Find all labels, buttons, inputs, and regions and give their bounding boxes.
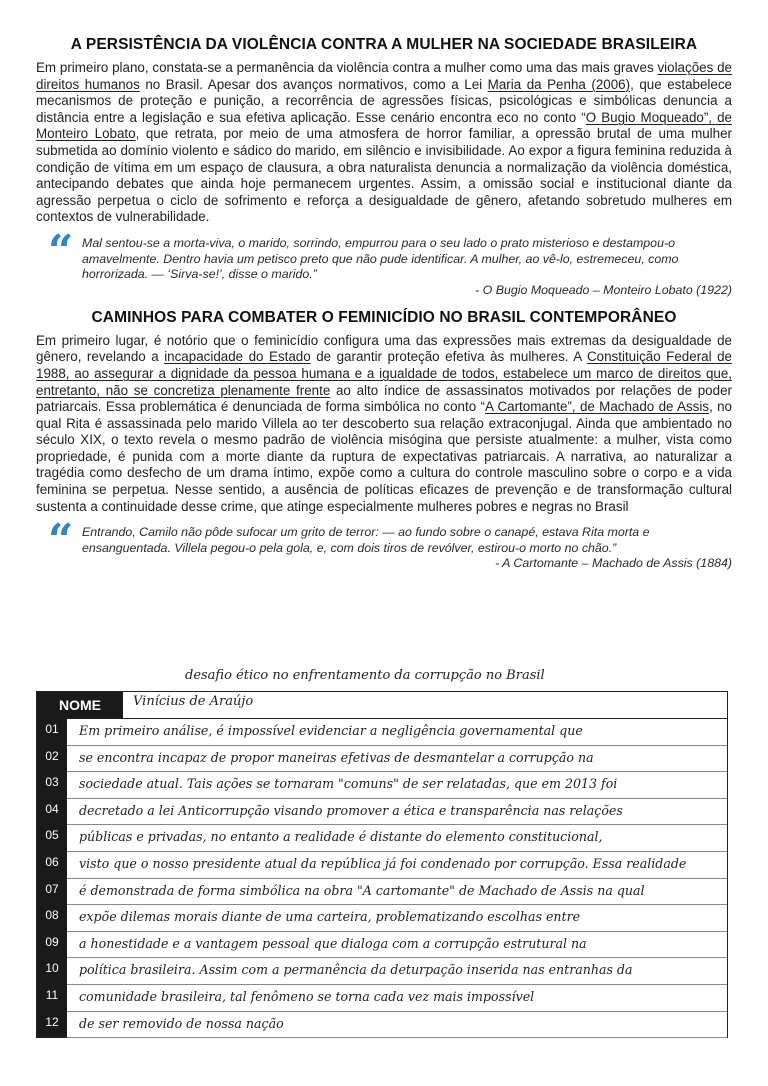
handwritten-line-text: é demonstrada de forma simbólica na obra "A cartomante" de Machado de Assis na qual [79,882,645,898]
section1-paragraph [36,60,732,226]
quote-cartomante [36,515,732,571]
quote-bugio [36,225,732,297]
name-label: NOME [37,692,123,718]
line-number: 08 [45,908,59,923]
quote-mark-icon: “ [48,515,74,567]
worksheet-page [36,36,732,570]
handwritten-essay-title: desafio ético no enfrentamento da corrupção no Brasil [185,668,545,683]
answer-line[interactable] [45,957,727,985]
handwritten-line-text: de ser removido de nossa nação [79,1015,284,1031]
line-number: 01 [45,722,59,736]
handwritten-line-text: política brasileira. Assim com a permanência da deturpação inserida nas entranhas da [79,962,633,978]
section-title-persistencia: A PERSISTÊNCIA DA VIOLÊNCIA CONTRA A MULHER NA SOCIEDADE BRASILEIRA [70,36,698,53]
answer-line[interactable] [45,984,727,1012]
answer-line[interactable] [45,878,727,906]
answer-line[interactable] [45,904,727,932]
text-run: Em primeiro plano, constata-se a permanência da violência contra a mulher como uma das mais graves [36,60,658,75]
line-number: 04 [45,801,59,816]
answer-line[interactable] [45,851,727,879]
quote-text: Entrando, Camilo não pôde sufocar um grito de terror: — ao fundo sobre o canapé, estava Rita morta e ensanguentada. Villela pegou-o pela gola, e, com dois tiros de revólver, estirou-o morto no chão.” [82,525,650,555]
line-number: 02 [45,748,59,763]
line-number: 12 [45,1014,59,1029]
handwritten-line-text: Em primeiro análise, é impossível evidenciar a negligência governamental que [79,723,583,738]
answer-line[interactable] [45,718,727,746]
underlined-phrase: incapacidade do Estado [164,349,311,365]
text-run: , que retrata, por meio de uma atmosfera de horror familiar, a opressão brutal de uma mulher submetida ao domínio violento e sádico do marido, em silêncio e invisibilidade. Ao expor a figura feminina reduzida à condição de vítima em um espaço de clausura, a obra naturalista denuncia a normalização da violência doméstica, antecipando debates que ainda hoje permanecem urgentes. Assim, a omissão social e institucional diante da agressão perpetua o ciclo de sofrimento e reforça a desigualdade de gênero, afetando sobretudo mulheres em contextos de vulnerabilidade. [36,126,732,225]
answer-line[interactable] [45,931,727,959]
quote-text: Mal sentou-se a morta-viva, o marido, sorrindo, empurrou para o seu lado o prato misterioso e destampou-o amavelmente. Dentro havia um petisco preto que não pude identificar. A mulher, ao vê-lo, estremeceu, como horrorizada. — ‘Sirva-se!’, disse o marido.” [82,235,679,282]
handwritten-line-text: a honestidade e a vantagem pessoal que dialoga com a corrupção estrutural na [79,935,587,951]
handwritten-line-text: visto que o nosso presidente atual da república já foi condenado por corrupção. Essa realidade [79,856,687,871]
handwritten-line-text: se encontra incapaz de propor maneiras efetivas de desmantelar a corrupção na [79,749,594,765]
handwritten-line-text: comunidade brasileira, tal fenômeno se torna cada vez mais impossível [79,989,535,1004]
section2-paragraph [36,333,732,516]
answer-line[interactable] [45,771,727,799]
answer-line[interactable] [45,798,727,826]
underlined-phrase: Maria da Penha (2006) [487,76,631,92]
handwritten-line-text: sociedade atual. Tais ações se tornaram "comuns" de ser relatadas, que em 2013 foi [79,776,618,792]
quote-mark-icon: “ [48,225,74,277]
answer-sheet [36,691,728,1038]
text-run: no Brasil. Apesar dos avanços normativos, como a Lei [139,76,488,92]
line-number: 07 [45,881,59,896]
underlined-phrase: A Cartomante”, de Machado de Assis [484,399,710,415]
text-run: ao alto índice de assassinatos motivados por relações de poder patriarcais. Essa problemática é denunciada de forma simbólica no conto “ [36,382,732,415]
underlined-phrase: Constituição Federal de 1988, ao assegurar a dignidade da pessoa humana e a igualdade de todos, estabelece um marco de direitos que, entretanto, não se concretiza plenamente frente [36,349,732,398]
line-number: 09 [45,934,59,949]
line-number: 03 [45,775,59,790]
section-title-caminhos: CAMINHOS PARA COMBATER O FEMINICÍDIO NO BRASIL CONTEMPORÂNEO [91,308,677,326]
quote-source: - A Cartomante – Machado de Assis (1884) [495,556,732,571]
answer-line[interactable] [45,1011,727,1039]
text-run: , que estabelece mecanismos de proteção e punição, a recorrência de agressões físicas, psicológicas e simbólicas denuncia a distância entre a legislação e sua efetiva aplicação. Esse cenário encontra eco no conto “ [36,76,732,125]
handwritten-line-text: expõe dilemas morais diante de uma carteira, problematizando escolhas entre [79,909,581,925]
line-number: 05 [45,828,59,843]
underlined-phrase: violações de direitos humanos [36,60,733,92]
name-field[interactable]: Vinícius de Araújo [133,694,254,709]
name-bar [37,692,727,719]
handwritten-line-text: públicas e privadas, no entanto a realidade é distante do elemento constitucional, [79,829,603,845]
section2 [36,309,732,516]
line-number: 06 [45,855,59,869]
answer-line[interactable] [45,745,727,773]
text-run: Em primeiro lugar, é notório que o feminicídio configura uma das expressões mais extremas da desigualdade de gênero, revelando a [36,332,732,365]
handwritten-line-text: decretado a lei Anticorrupção visando promover a ética e transparência nas relações [79,802,623,818]
line-number: 11 [45,988,59,1002]
quote-source: - O Bugio Moqueado – Monteiro Lobato (1922) [475,282,732,297]
line-number: 10 [45,961,59,976]
text-run: de garantir proteção efetiva às mulheres. A [310,349,587,365]
answer-line[interactable] [45,824,727,852]
underlined-phrase: O Bugio Moqueado”, de Monteiro Lobato [36,109,732,142]
text-run: , no qual Rita é assassinada pelo marido Villela ao ter descoberto sua relação extraconjugal. Ainda que ambientado no século XIX, o texto revela o mesmo padrão de violência misógina que persiste atualmente: a mulher, vista como propriedade, é punida com a morte diante da ruptura de expectativas patriarcais. A narrativa, ao naturalizar a tragédia como desfecho de um drama íntimo, expõe como a cultura do controle masculino sobre o corpo e a vida feminina se perpetua. Nesse sentido, a ausência de políticas eficazes de prevenção e de transformação cultural sustenta a continuidade desse crime, que atinge especialmente mulheres pobres e negras no Brasil [36,399,733,514]
